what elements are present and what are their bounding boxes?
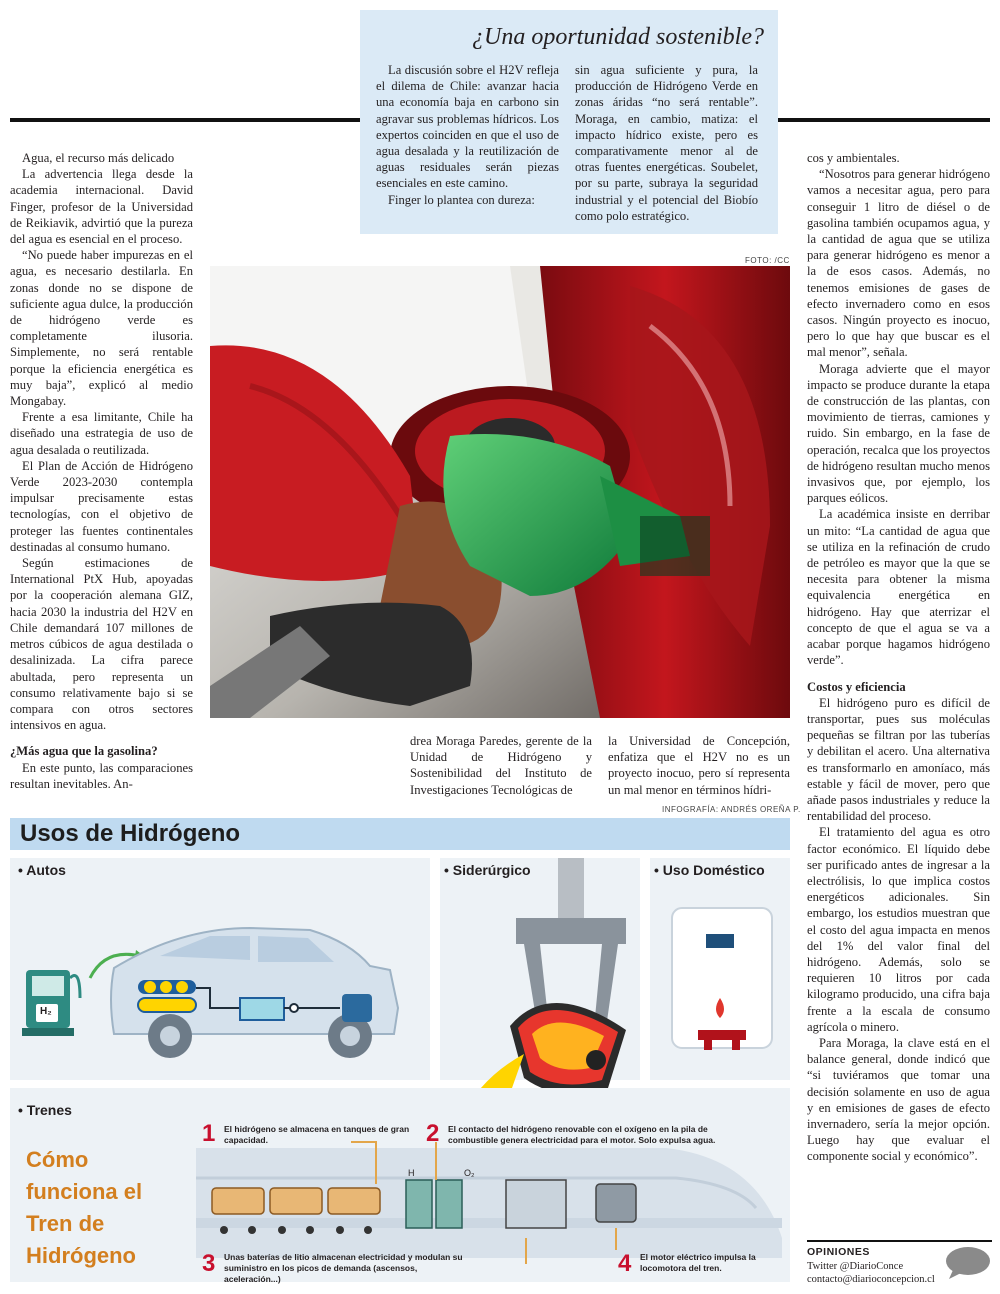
top-rule-left	[10, 118, 360, 122]
h2-label: H₂	[40, 1006, 52, 1017]
body-paragraph: El tratamiento del agua es otro factor económico. El líquido debe ser purificado antes de ingresar a la electrólisis, lo que implica costos energéticos adicionales. Sin embargo, los estudios muestran que el costo del agua impacta en menos del 1% del valor final del hidrógeno. Además, solo se requieren 10 litros por cada kilogramo producido, una cifra baja frente a la escala de consumo agrícola o minero.	[807, 825, 990, 1034]
body-paragraph: Frente a esa limitante, Chile ha diseñado una estrategia de uso de agua desalada o reutilizada.	[10, 410, 193, 457]
body-paragraph: En este punto, las comparaciones resultan inevitables. An-	[10, 760, 193, 791]
sidebar-paragraph: Finger lo plantea con dureza:	[388, 192, 535, 207]
hydrogen-h-label: H	[408, 1168, 415, 1178]
opiniones-footer	[807, 1240, 992, 1290]
photo-credit: FOTO: /CC	[745, 256, 790, 265]
sidebar-paragraph: sin agua suficiente y pura, la producción de Hidrógeno Verde en zonas áridas “no será rentable”. Moraga, en cambio, matiza: el impacto hídrico existe, pero es comparativamente menor al de otras fuentes energéticas. Soubelet, por su parte, subraya la seguridad industrial y el potencial del Biobío como polo estratégico.	[575, 63, 758, 223]
step-text: El contacto del hidrógeno renovable con el oxígeno en la pila de combustible genera electricidad para el motor. Solo expulsa agua.	[448, 1124, 716, 1145]
top-rule-right	[778, 118, 990, 122]
trenes-label: • Trenes	[18, 1102, 72, 1118]
section-heading: Costos y eficiencia	[807, 679, 906, 694]
step-text: El motor eléctrico impulsa la locomotora del tren.	[640, 1252, 756, 1273]
water-heater-diagram	[650, 858, 790, 1080]
sidebar-title: ¿Una oportunidad sostenible?	[472, 24, 764, 50]
train-step-2	[426, 1120, 726, 1147]
body-paragraph: La advertencia llega desde la academia internacional. David Finger, profesor de la Universidad de Reikiavik, advirtió que la pureza del agua es esencial en el proceso.	[10, 167, 193, 247]
body-paragraph: “Nosotros para generar hidrógeno vamos a necesitar agua, pero para conseguir 1 litro de diésel o de gasolina también ocupamos agua, y la cantidad de agua que se utiliza para generar hidrógeno es menor a la de esos casos. Además, no tenemos emisiones de gases de efecto invernadero como en esos casos. Ningún proyecto es inocuo, pero lo que hay que buscar es el mal menor”, señala.	[807, 167, 990, 360]
body-paragraph: La académica insiste en derribar un mito: “La cantidad de agua que se utiliza en la refinación de crudo de petróleo es mayor que la que se necesita para obtener la misma equivalencia energética en hidrógeno. Hay que aterrizar el concepto de que el agua se va a acabar porque hagamos hidrógeno verde”.	[807, 507, 990, 668]
train-diagram	[196, 1088, 786, 1278]
article-col-left	[10, 150, 193, 792]
step-number: 3	[202, 1250, 216, 1277]
step-text: Unas baterías de litio almacenan electricidad y modulan su suministro en los picos de demanda (ascensos, aceleración...)	[224, 1252, 463, 1284]
sidebar-paragraph: La discusión sobre el H2V refleja el dilema de Chile: avanzar hacia una economía baja en carbono sin agravar sus problemas hídricos. Los expertos coinciden en que el uso de agua desalada y la reutilización de aguas residuales serán piezas esenciales en este camino.	[376, 63, 559, 191]
autos-panel	[10, 858, 430, 1080]
sidebar-col-1	[376, 62, 559, 208]
speech-bubble-icon	[945, 1246, 991, 1280]
footer-email[interactable]: contacto@diarioconcepcion.cl	[807, 1274, 935, 1285]
body-paragraph: Moraga advierte que el mayor impacto se produce durante la etapa de construcción de las plantas, con movimiento de tierras, camiones y ruido. Sin embargo, en la fase de operación, recalca que los proyectos de hidrógeno resultan mucho menos invasivos que, por ejemplo, los parques eólicos.	[807, 361, 990, 506]
step-number: 2	[426, 1120, 440, 1147]
infographic-title: Usos de Hidrógeno	[20, 820, 241, 847]
infographic	[10, 818, 790, 1282]
siderurgico-panel	[440, 858, 640, 1080]
fuel-pump-photo	[210, 266, 790, 718]
sidebar-col-2	[575, 62, 758, 224]
siderurgico-label: • Siderúrgico	[444, 862, 531, 878]
footer-twitter[interactable]: Twitter @DiarioConce	[807, 1261, 904, 1272]
train-step-4	[618, 1250, 788, 1277]
step-text: El hidrógeno se almacena en tanques de gran capacidad.	[224, 1124, 410, 1145]
infographic-credit: INFOGRAFÍA: ANDRÉS OREÑA P.	[662, 805, 801, 814]
section-heading: Agua, el recurso más delicado	[22, 151, 175, 165]
sidebar-box	[360, 10, 778, 234]
body-paragraph: Para Moraga, la clave está en el balance general, donde indicó que “si tuviéramos que tomar una decisión solamente en uso de agua y en emisiones de gases de efecto invernadero, sería la mejor opción. Luego hay que evaluar el componente social y económico”.	[807, 1035, 990, 1164]
step-number: 1	[202, 1120, 216, 1147]
train-step-3	[202, 1252, 472, 1285]
body-paragraph: El Plan de Acción de Hidrógeno Verde 2023-2030 contempla impulsar precisamente estas tecnologías, con el objetivo de proteger las fuentes continentales destinadas al consumo humano.	[10, 458, 193, 554]
body-paragraph: Según estimaciones de International PtX Hub, apoyadas por la cooperación alemana GIZ, hacia 2030 la industria del H2V en Chile demandará 107 millones de metros cúbicos de agua destilada o desalinizada. La cifra parece abultada, pero representa un consumo relativamente bajo si se compara con otros sectores intensivos en agua.	[10, 556, 193, 733]
body-paragraph: la Universidad de Concepción, enfatiza que el H2V no es un proyecto inocuo, pero sí representa un mal menor en términos hídri-	[608, 734, 790, 797]
domestico-panel	[650, 858, 790, 1080]
domestico-label: • Uso Doméstico	[654, 862, 765, 878]
car-diagram	[10, 858, 430, 1080]
body-paragraph: cos y ambientales.	[807, 151, 900, 165]
trenes-panel	[10, 1088, 790, 1282]
article-col-mid-2	[608, 733, 790, 798]
oxygen-label: O₂	[464, 1168, 475, 1178]
autos-label: • Autos	[18, 862, 66, 878]
infographic-title-bar	[10, 818, 790, 850]
step-number: 4	[618, 1250, 632, 1277]
article-col-mid-1	[410, 733, 592, 798]
body-paragraph: drea Moraga Paredes, gerente de la Unidad de Hidrógeno y Sostenibilidad del Instituto de Investigaciones Tecnológicas de	[410, 734, 592, 797]
opiniones-label: OPINIONES	[807, 1246, 870, 1258]
train-title: Cómo funciona el Tren de Hidrógeno	[26, 1147, 143, 1268]
body-paragraph: El hidrógeno puro es difícil de transportar, pues sus moléculas pequeñas se filtran por las tuberías y debilitan el acero. Una alternativa es transformarlo en amoníaco, más estable y fácil de mover, pero que añade pasos industriales y reduce la rentabilidad del proceso.	[807, 695, 990, 824]
article-col-right	[807, 150, 990, 1165]
section-heading: ¿Más agua que la gasolina?	[10, 744, 158, 759]
body-paragraph: “No puede haber impurezas en el agua, es necesario destilarla. En zonas donde no se dispone de suficiente agua dulce, la producción de hidrógeno verde es completamente ilusoria. Simplemente, no será rentable porque la eficiencia energética es muy baja”, explicó al medio Mongabay.	[10, 248, 193, 409]
train-step-1	[202, 1120, 412, 1147]
